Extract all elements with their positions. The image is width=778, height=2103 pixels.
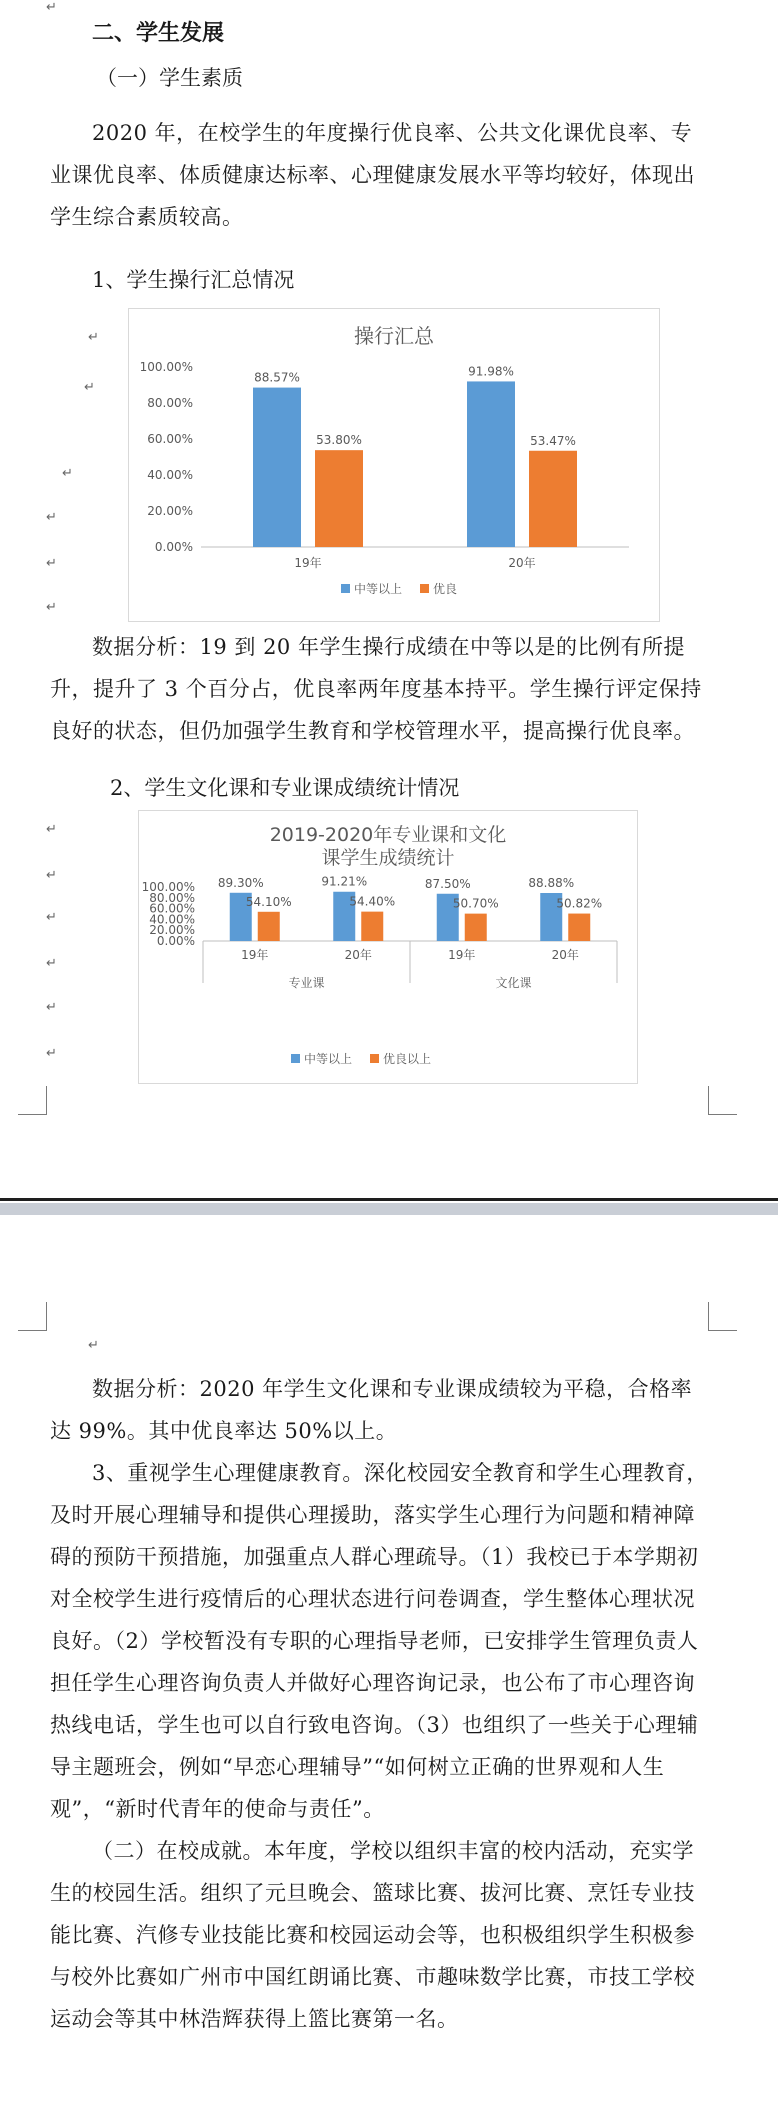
paragraph-mark: ↵ <box>46 822 57 837</box>
category-label: 19年 <box>294 556 322 570</box>
paragraph-mark: ↵ <box>84 380 95 395</box>
y-tick-label: 20.00% <box>147 504 193 518</box>
paragraph-mark: ↵ <box>46 910 57 925</box>
y-tick-label: 60.00% <box>147 432 193 446</box>
y-tick-label: 100.00% <box>139 360 193 374</box>
paragraph-mark: ↵ <box>46 956 57 971</box>
bar-orange <box>315 450 363 547</box>
paragraph-mark: ↵ <box>46 600 57 615</box>
item2-title: 2、学生文化课和专业课成绩统计情况 <box>110 776 460 800</box>
item1-title: 1、学生操行汇总情况 <box>92 268 295 292</box>
bar-blue <box>467 381 515 547</box>
data-label: 50.82% <box>556 896 603 911</box>
page-break-band <box>0 1203 778 1215</box>
legend-label: 优良 <box>433 582 458 596</box>
analysis-paragraph-2: 数据分析：2020 年学生文化课和专业课成绩较为平稳，合格率达 99%。其中优良率达 50%以上。 <box>50 1377 693 1443</box>
chart-conduct-summary <box>128 308 660 622</box>
bar-orange <box>529 451 577 547</box>
y-tick-label: 80.00% <box>149 890 195 905</box>
legend-swatch <box>291 1054 300 1063</box>
data-label: 53.80% <box>316 433 362 448</box>
data-label: 88.57% <box>254 370 300 385</box>
data-label: 53.47% <box>530 433 576 448</box>
legend-swatch <box>420 584 429 593</box>
chart-title-line-1: 2019-2020年专业课和文化 <box>269 824 507 846</box>
bar-orange <box>361 912 383 941</box>
data-label: 87.50% <box>424 876 471 891</box>
paragraph-mark: ↵ <box>88 1338 99 1353</box>
school-achievement-paragraph: （二）在校成就。本年度，学校以组织丰富的校内活动，充实学生的校园生活。组织了元旦晚会、篮球比赛、拔河比赛、烹饪专业技能比赛、汽修专业技能比赛和校园运动会等，也积极组织学生积极参与校外比赛如广州市中国红朗诵比赛、市趣味数学比赛，市技工学校运动会等其中林浩辉获得上篮比赛第一名。 <box>50 1839 695 2031</box>
paragraph-mark: ↵ <box>46 1046 57 1061</box>
bar-orange <box>258 912 280 941</box>
y-tick-label: 40.00% <box>147 468 193 482</box>
bar-orange <box>568 914 590 941</box>
category-label: 20年 <box>344 948 372 962</box>
y-tick-label: 60.00% <box>149 901 195 916</box>
paragraph-mark: ↵ <box>46 510 57 525</box>
legend-swatch <box>370 1054 379 1063</box>
paragraph-mark: ↵ <box>46 1000 57 1015</box>
page-break-line <box>0 1198 778 1201</box>
group-label: 文化课 <box>495 976 532 990</box>
bar-orange <box>465 914 487 941</box>
paragraph-mark: ↵ <box>46 0 57 15</box>
group-label: 专业课 <box>288 976 325 990</box>
legend-label: 中等以上 <box>304 1052 353 1066</box>
chart-course-svg <box>139 811 637 1083</box>
category-label: 19年 <box>241 948 269 962</box>
paragraph-mark: ↵ <box>46 868 57 883</box>
data-label: 89.30% <box>217 875 264 890</box>
data-label: 54.40% <box>349 894 396 909</box>
legend-swatch <box>341 584 350 593</box>
chart-title-line-2: 课学生成绩统计 <box>321 847 455 869</box>
chart-course-grades <box>138 810 638 1084</box>
mental-health-paragraph: 3、重视学生心理健康教育。深化校园安全教育和学生心理教育，及时开展心理辅导和提供心理援助，落实学生心理行为问题和精神障碍的预防干预措施，加强重点人群心理疏导。（1）我校已于本学期初对全校学生进行疫情后的心理状态进行问卷调查，学生整体心理状况良好。（2）学校暂没有专职的心理指导老师，已安排学生管理负责人担任学生心理咨询负责人并做好心理咨询记录，也公布了市心理咨询热线电话，学生也可以自行致电咨询。（3）也组织了一些关于心理辅导主题班会，例如“早恋心理辅导”“如何树立正确的世界观和人生观”，“新时代青年的使命与责任”。 <box>50 1461 708 1821</box>
y-tick-label: 80.00% <box>147 396 193 410</box>
page-corner-mark <box>708 1302 737 1331</box>
legend-label: 中等以上 <box>354 582 403 596</box>
analysis-paragraph-1: 数据分析：19 到 20 年学生操行成绩在中等以是的比例有所提升，提升了 3 个百分占，优良率两年度基本持平。学生操行评定保持良好的状态，但仍加强学生教育和学校管理水平，提高操行优良率。 <box>50 635 702 743</box>
y-tick-label: 0.00% <box>154 540 193 554</box>
bar-blue <box>253 388 301 547</box>
paragraph-mark: ↵ <box>88 330 99 345</box>
section-heading: 二、学生发展 <box>92 21 225 46</box>
chart-title: 操行汇总 <box>354 324 434 348</box>
category-label: 20年 <box>508 556 536 570</box>
chart-conduct-svg <box>129 309 659 621</box>
y-tick-label: 20.00% <box>149 923 195 938</box>
y-tick-label: 0.00% <box>156 934 195 948</box>
data-label: 50.70% <box>452 896 499 911</box>
paragraph-mark: ↵ <box>46 556 57 571</box>
data-label: 91.21% <box>321 874 368 889</box>
legend-label: 优良以上 <box>383 1052 432 1066</box>
category-label: 20年 <box>551 948 579 962</box>
sub-heading-student-quality: （一）学生素质 <box>96 66 243 90</box>
page-corner-mark <box>18 1086 47 1115</box>
page-corner-mark <box>708 1086 737 1115</box>
paragraph-mark: ↵ <box>62 466 73 481</box>
intro-paragraph: 2020 年，在校学生的年度操行优良率、公共文化课优良率、专业课优良率、体质健康达标率、心理健康发展水平等均较好，体现出学生综合素质较高。 <box>50 121 695 229</box>
data-label: 88.88% <box>528 876 575 891</box>
y-tick-label: 40.00% <box>149 912 195 927</box>
data-label: 91.98% <box>468 364 514 379</box>
page-corner-mark <box>18 1302 47 1331</box>
category-label: 19年 <box>448 948 476 962</box>
data-label: 54.10% <box>245 894 292 909</box>
y-tick-label: 100.00% <box>141 880 195 894</box>
